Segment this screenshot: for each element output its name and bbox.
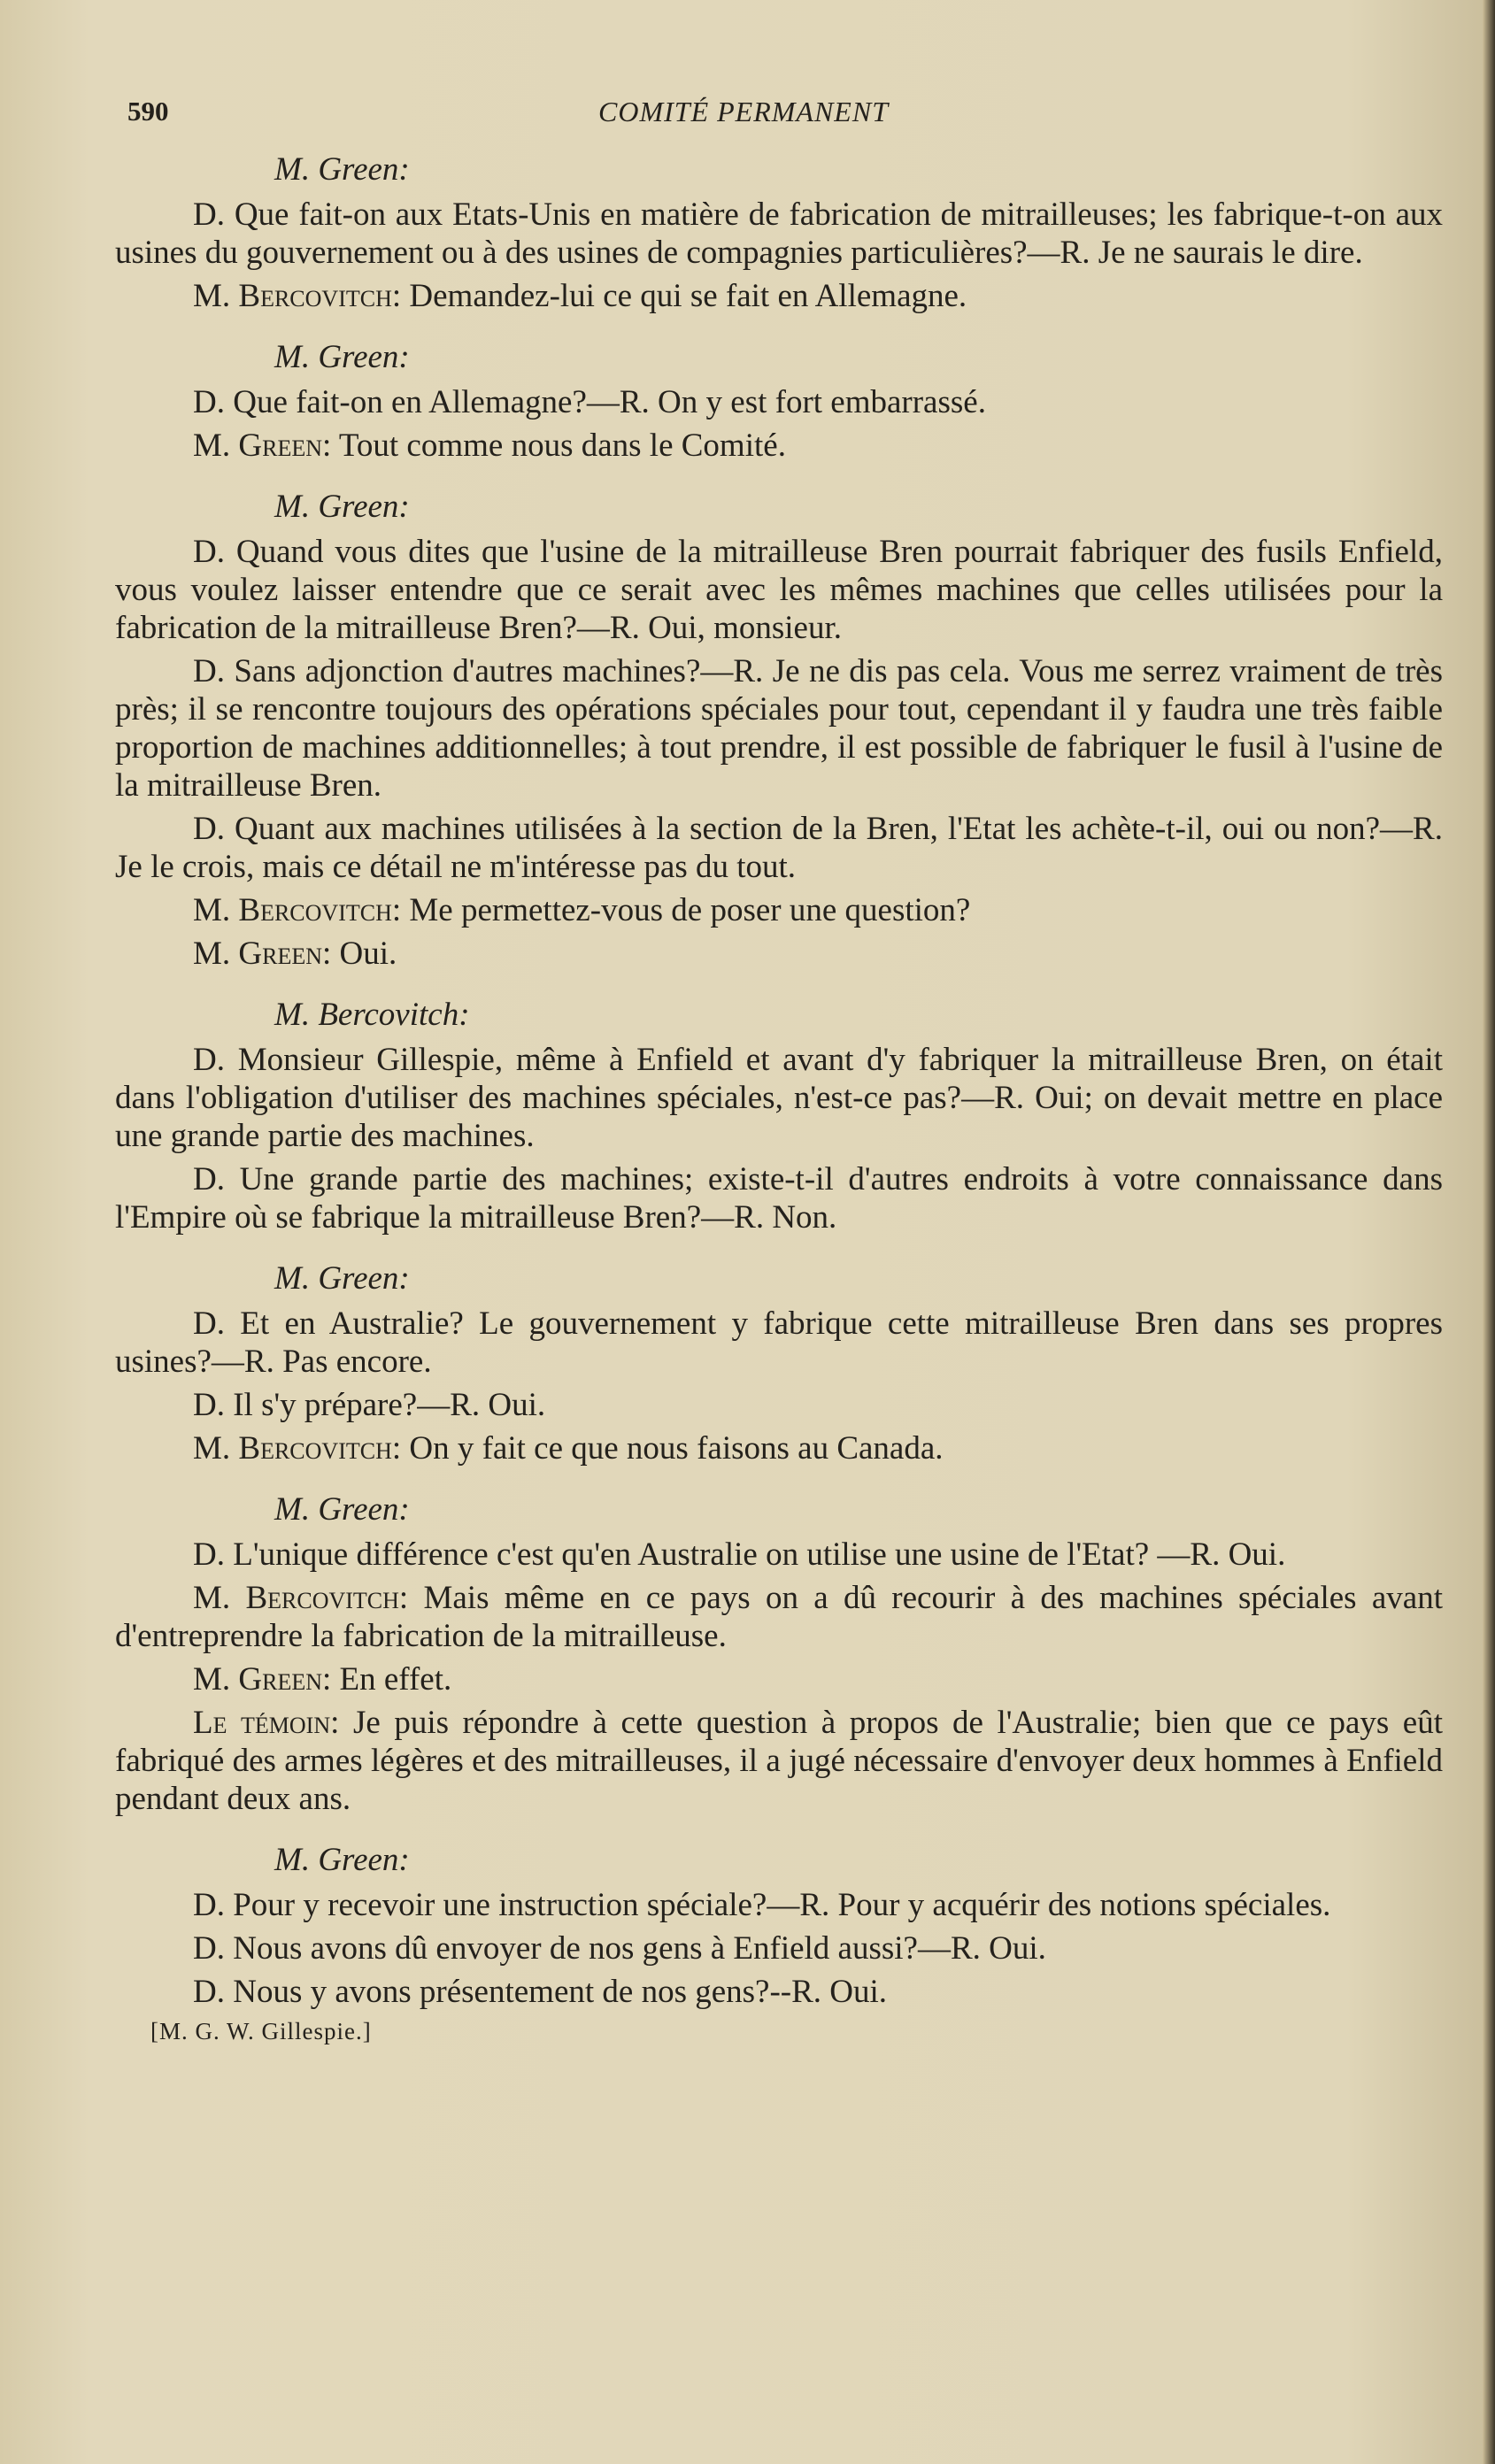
question-answer-paragraph: D. Et en Australie? Le gouvernement y fabrique cette mitrailleuse Bren dans ses propres usines?—R. Pas encore. — [115, 1305, 1443, 1380]
speaker-heading: M. Green: — [274, 1260, 410, 1297]
speaker-name: M. Green: — [193, 427, 332, 464]
speech-text: Tout comme nous dans le Comité. — [338, 427, 786, 464]
question-answer-paragraph: D. Nous avons dû envoyer de nos gens à Enfield aussi?—R. Oui. — [193, 1930, 1046, 1967]
speaker-name: M. Bercovitch: — [193, 1580, 409, 1616]
speech-paragraph — [115, 1429, 1443, 1467]
speech-paragraph — [115, 1579, 1443, 1655]
page-number: 590 — [127, 96, 169, 127]
question-answer-paragraph: D. Nous y avons présentement de nos gens?--R. Oui. — [193, 1974, 888, 2010]
speaker-name: Le témoin: — [193, 1705, 340, 1741]
speech-paragraph — [115, 891, 1443, 929]
speech-text: Je puis répondre à cette question à propos de l'Australie; bien que ce pays eût fabriqué des armes légères et des mitrailleuses, il a jugé nécessaire d'envoyer deux hommes à Enfield pendant deux ans. — [115, 1705, 1444, 1817]
speech-text: Me permettez-vous de poser une question? — [409, 892, 971, 928]
speaker-name: M. Green: — [193, 936, 332, 972]
speaker-heading: M. Green: — [274, 151, 410, 188]
speaker-heading: M. Green: — [274, 1491, 410, 1528]
question-answer-paragraph: D. Monsieur Gillespie, même à Enfield et avant d'y fabriquer la mitrailleuse Bren, on était dans l'obligation d'utiliser des machines spéciales, n'est-ce pas?—R. Oui; on devait mettre en place une grande partie des machines. — [115, 1042, 1443, 1154]
transcript-body — [115, 150, 1443, 2046]
speech-paragraph — [115, 935, 1443, 973]
witness-footnote: [M. G. W. Gillespie.] — [150, 2018, 372, 2044]
speech-paragraph — [115, 1704, 1443, 1818]
question-answer-paragraph: D. Une grande partie des machines; existe-t-il d'autres endroits à votre connaissance dans l'Empire où se fabrique la mitrailleuse Bren?—R. Non. — [115, 1161, 1443, 1236]
speaker-heading: M. Green: — [274, 1842, 410, 1878]
question-answer-paragraph: D. Il s'y prépare?—R. Oui. — [193, 1387, 546, 1423]
question-answer-paragraph: D. Quant aux machines utilisées à la section de la Bren, l'Etat les achète-t-il, oui ou non?—R. Je le crois, mais ce détail ne m'intéresse pas du tout. — [115, 811, 1443, 885]
question-answer-paragraph: D. Pour y recevoir une instruction spéciale?—R. Pour y acquérir des notions spéciales. — [193, 1887, 1331, 1923]
question-answer-paragraph: D. Quand vous dites que l'usine de la mitrailleuse Bren pourrait fabriquer des fusils Enfield, vous voulez laisser entendre que ce serait avec les mêmes machines que celles utilisées pour la fabrication de la mitrailleuse Bren?—R. Oui, monsieur. — [115, 534, 1443, 646]
speaker-name: M. Bercovitch: — [193, 278, 402, 314]
speech-text: Oui. — [339, 936, 397, 972]
question-answer-paragraph: D. L'unique différence c'est qu'en Australie on utilise une usine de l'Etat? —R. Oui. — [193, 1536, 1286, 1573]
speaker-heading: M. Green: — [274, 489, 410, 525]
speech-paragraph — [115, 1660, 1443, 1698]
speech-text: Mais même en ce pays on a dû recourir à des machines spéciales avant d'entreprendre la fabrication de la mitrailleuse. — [115, 1580, 1443, 1654]
question-answer-paragraph: D. Que fait-on en Allemagne?—R. On y est fort embarrassé. — [193, 384, 986, 420]
speech-paragraph — [115, 277, 1443, 315]
speaker-name: M. Bercovitch: — [193, 892, 402, 928]
running-title: COMITÉ PERMANENT — [598, 96, 889, 127]
speaker-name: M. Bercovitch: — [193, 1430, 402, 1467]
speaker-name: M. Green: — [193, 1661, 332, 1698]
speech-text: On y fait ce que nous faisons au Canada. — [409, 1430, 944, 1467]
speech-text: En effet. — [339, 1661, 452, 1698]
speaker-heading: M. Green: — [274, 339, 410, 375]
page-header — [0, 89, 1495, 133]
speech-text: Demandez-lui ce qui se fait en Allemagne. — [409, 278, 967, 314]
question-answer-paragraph: D. Sans adjonction d'autres machines?—R. Je ne dis pas cela. Vous me serrez vraiment de très près; il se rencontre toujours des opérations spéciales pour tout, cependant il y faudra une très faible proportion de machines additionnelles; à tout prendre, il est possible de fabriquer le fusil à l'usine de la mitrailleuse Bren. — [115, 653, 1443, 804]
question-answer-paragraph: D. Que fait-on aux Etats-Unis en matière de fabrication de mitrailleuses; les fabrique-t-on aux usines du gouvernement ou à des usines de compagnies particulières?—R. Je ne saurais le dire. — [115, 196, 1443, 271]
speech-paragraph — [115, 427, 1443, 465]
speaker-heading: M. Bercovitch: — [274, 997, 470, 1033]
